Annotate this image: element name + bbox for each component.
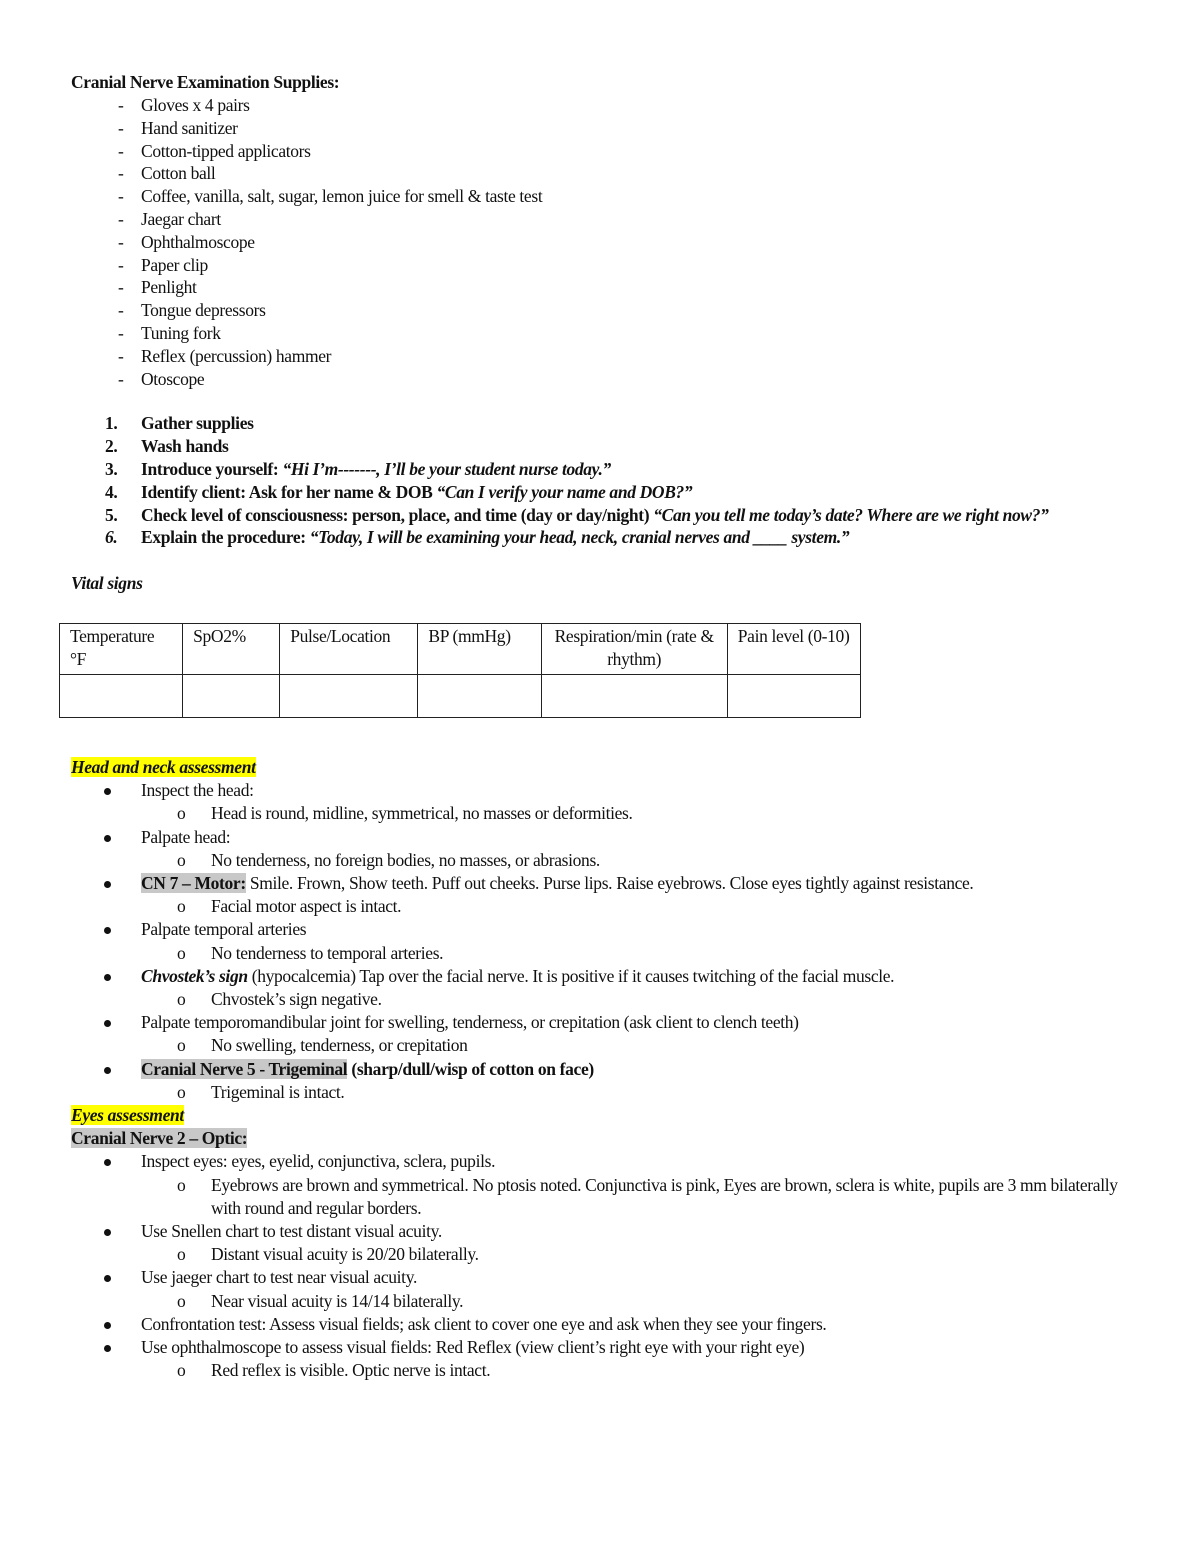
item-text: (sharp/dull/wisp of cotton on face) xyxy=(347,1058,594,1079)
subitem-text: Facial motor aspect is intact. xyxy=(211,896,402,917)
step-item xyxy=(71,526,1141,549)
list-item: - Paper clip xyxy=(71,254,1141,277)
table-cell[interactable] xyxy=(60,675,183,718)
list-item xyxy=(71,918,1141,941)
optic-nerve-heading: Cranial Nerve 2 – Optic: xyxy=(71,1128,248,1149)
circle-bullet-icon: o xyxy=(177,1290,186,1311)
subitem-text: No swelling, tenderness, or crepitation xyxy=(211,1035,468,1056)
step-number: 2. xyxy=(105,436,118,457)
subitem-text: No tenderness, no foreign bodies, no masses, or abrasions. xyxy=(211,849,600,870)
list-item: - Ophthalmoscope xyxy=(71,231,1141,254)
step-quote: “Today, I will be examining your head, neck, cranial nerves and ____ system.” xyxy=(309,527,850,548)
list-item: - Coffee, vanilla, salt, sugar, lemon juice for smell & taste test xyxy=(71,185,1141,208)
list-subitem xyxy=(71,802,1141,825)
bullet-icon xyxy=(104,1345,111,1352)
bullet-icon xyxy=(104,1229,111,1236)
table-header-row xyxy=(60,624,861,675)
circle-bullet-icon: o xyxy=(177,803,186,824)
item-label: CN 7 – Motor: xyxy=(141,873,246,893)
list-item xyxy=(71,826,1141,849)
circle-bullet-icon: o xyxy=(177,1035,186,1056)
list-item xyxy=(71,1313,1141,1336)
list-item: - Reflex (percussion) hammer xyxy=(71,345,1141,368)
list-subitem xyxy=(71,1243,1141,1266)
circle-bullet-icon: o xyxy=(177,942,186,963)
list-subitem xyxy=(71,1081,1141,1104)
supplies-list xyxy=(71,94,1141,390)
list-subitem xyxy=(71,1359,1141,1382)
step-text: Gather supplies xyxy=(141,413,254,434)
subitem-text: Trigeminal is intact. xyxy=(211,1081,345,1102)
column-header-respiration: Respiration/min (rate & rhythm) xyxy=(541,624,727,675)
supplies-title: Cranial Nerve Examination Supplies: xyxy=(71,72,340,92)
column-header-pain: Pain level (0-10) xyxy=(727,624,860,675)
column-header-spo2: SpO2% xyxy=(183,624,280,675)
list-item xyxy=(71,1266,1141,1289)
procedure-steps xyxy=(71,412,1141,549)
subitem-text: Near visual acuity is 14/14 bilaterally. xyxy=(211,1290,464,1311)
step-item xyxy=(71,412,1141,435)
item-text: Palpate temporomandibular joint for swelling, tenderness, or crepitation (ask client to clench teeth) xyxy=(141,1012,799,1033)
vital-signs-table xyxy=(59,623,861,718)
list-item: - Cotton-tipped applicators xyxy=(71,140,1141,163)
list-item xyxy=(71,1150,1141,1173)
item-label: Cranial Nerve 5 - Trigeminal xyxy=(141,1058,348,1079)
step-number: 1. xyxy=(105,413,118,434)
list-subitem xyxy=(71,1290,1141,1313)
subitem-text: Distant visual acuity is 20/20 bilaterally. xyxy=(211,1244,479,1265)
list-item xyxy=(71,872,1141,895)
item-text: (hypocalcemia) Tap over the facial nerve. It is positive if it causes twitching of the facial muscle. xyxy=(247,965,895,986)
column-header-temperature: Temperature °F xyxy=(60,624,183,675)
bullet-icon xyxy=(104,788,111,795)
circle-bullet-icon: o xyxy=(177,1081,186,1102)
step-item xyxy=(71,504,1141,527)
bullet-icon xyxy=(104,1322,111,1329)
step-number: 6. xyxy=(105,527,118,548)
table-cell[interactable] xyxy=(541,675,727,718)
step-text: Introduce yourself: xyxy=(141,458,279,479)
list-subitem xyxy=(71,988,1141,1011)
document-page xyxy=(70,71,1141,1381)
bullet-icon xyxy=(104,974,111,981)
step-quote: “Hi I’m-------, I’ll be your student nurse today.” xyxy=(282,458,611,479)
bullet-icon xyxy=(104,881,111,888)
list-item xyxy=(71,1058,1141,1081)
step-item xyxy=(71,435,1141,458)
step-item xyxy=(71,481,1141,504)
column-header-bp: BP (mmHg) xyxy=(418,624,541,675)
step-number: 3. xyxy=(105,458,118,479)
bullet-icon xyxy=(104,1067,111,1074)
item-text: Smile. Frown, Show teeth. Puff out cheeks. Purse lips. Raise eyebrows. Close eyes tightly against resistance. xyxy=(245,873,974,893)
item-text: Palpate head: xyxy=(141,826,231,847)
bullet-icon xyxy=(104,1020,111,1027)
list-item: - Tuning fork xyxy=(71,322,1141,345)
circle-bullet-icon: o xyxy=(177,1244,186,1265)
table-cell[interactable] xyxy=(727,675,860,718)
bullet-icon xyxy=(104,927,111,934)
table-row xyxy=(60,675,861,718)
list-item xyxy=(71,779,1141,802)
eyes-heading: Eyes assessment xyxy=(71,1105,184,1126)
bullet-icon xyxy=(104,1275,111,1282)
item-text: Use jaeger chart to test near visual acuity. xyxy=(141,1267,417,1288)
item-text: Palpate temporal arteries xyxy=(141,919,307,940)
list-item xyxy=(71,1336,1141,1359)
list-item: - Gloves x 4 pairs xyxy=(71,94,1141,117)
step-quote: “Can you tell me today’s date? Where are we right now?” xyxy=(653,504,1049,525)
item-text: Use Snellen chart to test distant visual acuity. xyxy=(141,1221,442,1242)
list-subitem xyxy=(71,1034,1141,1057)
item-label: Chvostek’s sign xyxy=(141,965,248,986)
list-item: - Hand sanitizer xyxy=(71,117,1141,140)
item-text: Inspect eyes: eyes, eyelid, conjunctiva, sclera, pupils. xyxy=(141,1151,496,1172)
circle-bullet-icon: o xyxy=(177,896,186,917)
vital-signs-heading: Vital signs xyxy=(71,573,143,594)
step-text: Wash hands xyxy=(141,436,229,457)
list-subitem xyxy=(71,942,1141,965)
table-cell[interactable] xyxy=(418,675,541,718)
list-item: - Tongue depressors xyxy=(71,299,1141,322)
table-cell[interactable] xyxy=(280,675,418,718)
step-text: Identify client: Ask for her name & DOB xyxy=(141,481,433,502)
list-item: - Otoscope xyxy=(71,368,1141,391)
circle-bullet-icon: o xyxy=(177,849,186,870)
table-cell[interactable] xyxy=(183,675,280,718)
bullet-icon xyxy=(104,1159,111,1166)
circle-bullet-icon: o xyxy=(177,1174,186,1195)
head-neck-heading: Head and neck assessment xyxy=(71,757,256,777)
list-item: - Penlight xyxy=(71,276,1141,299)
step-text: Explain the procedure: xyxy=(141,527,306,548)
bullet-icon xyxy=(104,835,111,842)
list-item xyxy=(71,1011,1141,1034)
list-item: - Cotton ball xyxy=(71,162,1141,185)
step-quote: “Can I verify your name and DOB?” xyxy=(436,481,693,502)
list-item: - Jaegar chart xyxy=(71,208,1141,231)
step-number: 4. xyxy=(105,481,118,502)
list-subitem xyxy=(71,849,1141,872)
item-text: Inspect the head: xyxy=(141,780,254,801)
step-text: Check level of consciousness: person, place, and time (day or day/night) xyxy=(141,504,650,525)
list-subitem xyxy=(71,1174,1141,1220)
list-item xyxy=(71,965,1141,988)
subitem-text: No tenderness to temporal arteries. xyxy=(211,942,444,963)
step-item xyxy=(71,458,1141,481)
circle-bullet-icon: o xyxy=(177,1360,186,1381)
subitem-text: Head is round, midline, symmetrical, no masses or deformities. xyxy=(211,803,633,824)
list-subitem xyxy=(71,895,1141,918)
circle-bullet-icon: o xyxy=(177,989,186,1010)
list-item xyxy=(71,1220,1141,1243)
item-text: Use ophthalmoscope to assess visual fields: Red Reflex (view client’s right eye with your right eye) xyxy=(141,1337,805,1358)
step-number: 5. xyxy=(105,504,118,525)
column-header-pulse: Pulse/Location xyxy=(280,624,418,675)
item-text: Confrontation test: Assess visual fields; ask client to cover one eye and ask when they see your fingers. xyxy=(141,1313,827,1334)
subitem-text: Chvostek’s sign negative. xyxy=(211,989,382,1010)
subitem-text: Red reflex is visible. Optic nerve is intact. xyxy=(211,1360,491,1381)
head-neck-section xyxy=(71,756,1141,1382)
subitem-text: Eyebrows are brown and symmetrical. No ptosis noted. Conjunctiva is pink, Eyes are brown, sclera is white, pupils are 3 mm bilaterally with round and regular borders. xyxy=(211,1174,1118,1218)
